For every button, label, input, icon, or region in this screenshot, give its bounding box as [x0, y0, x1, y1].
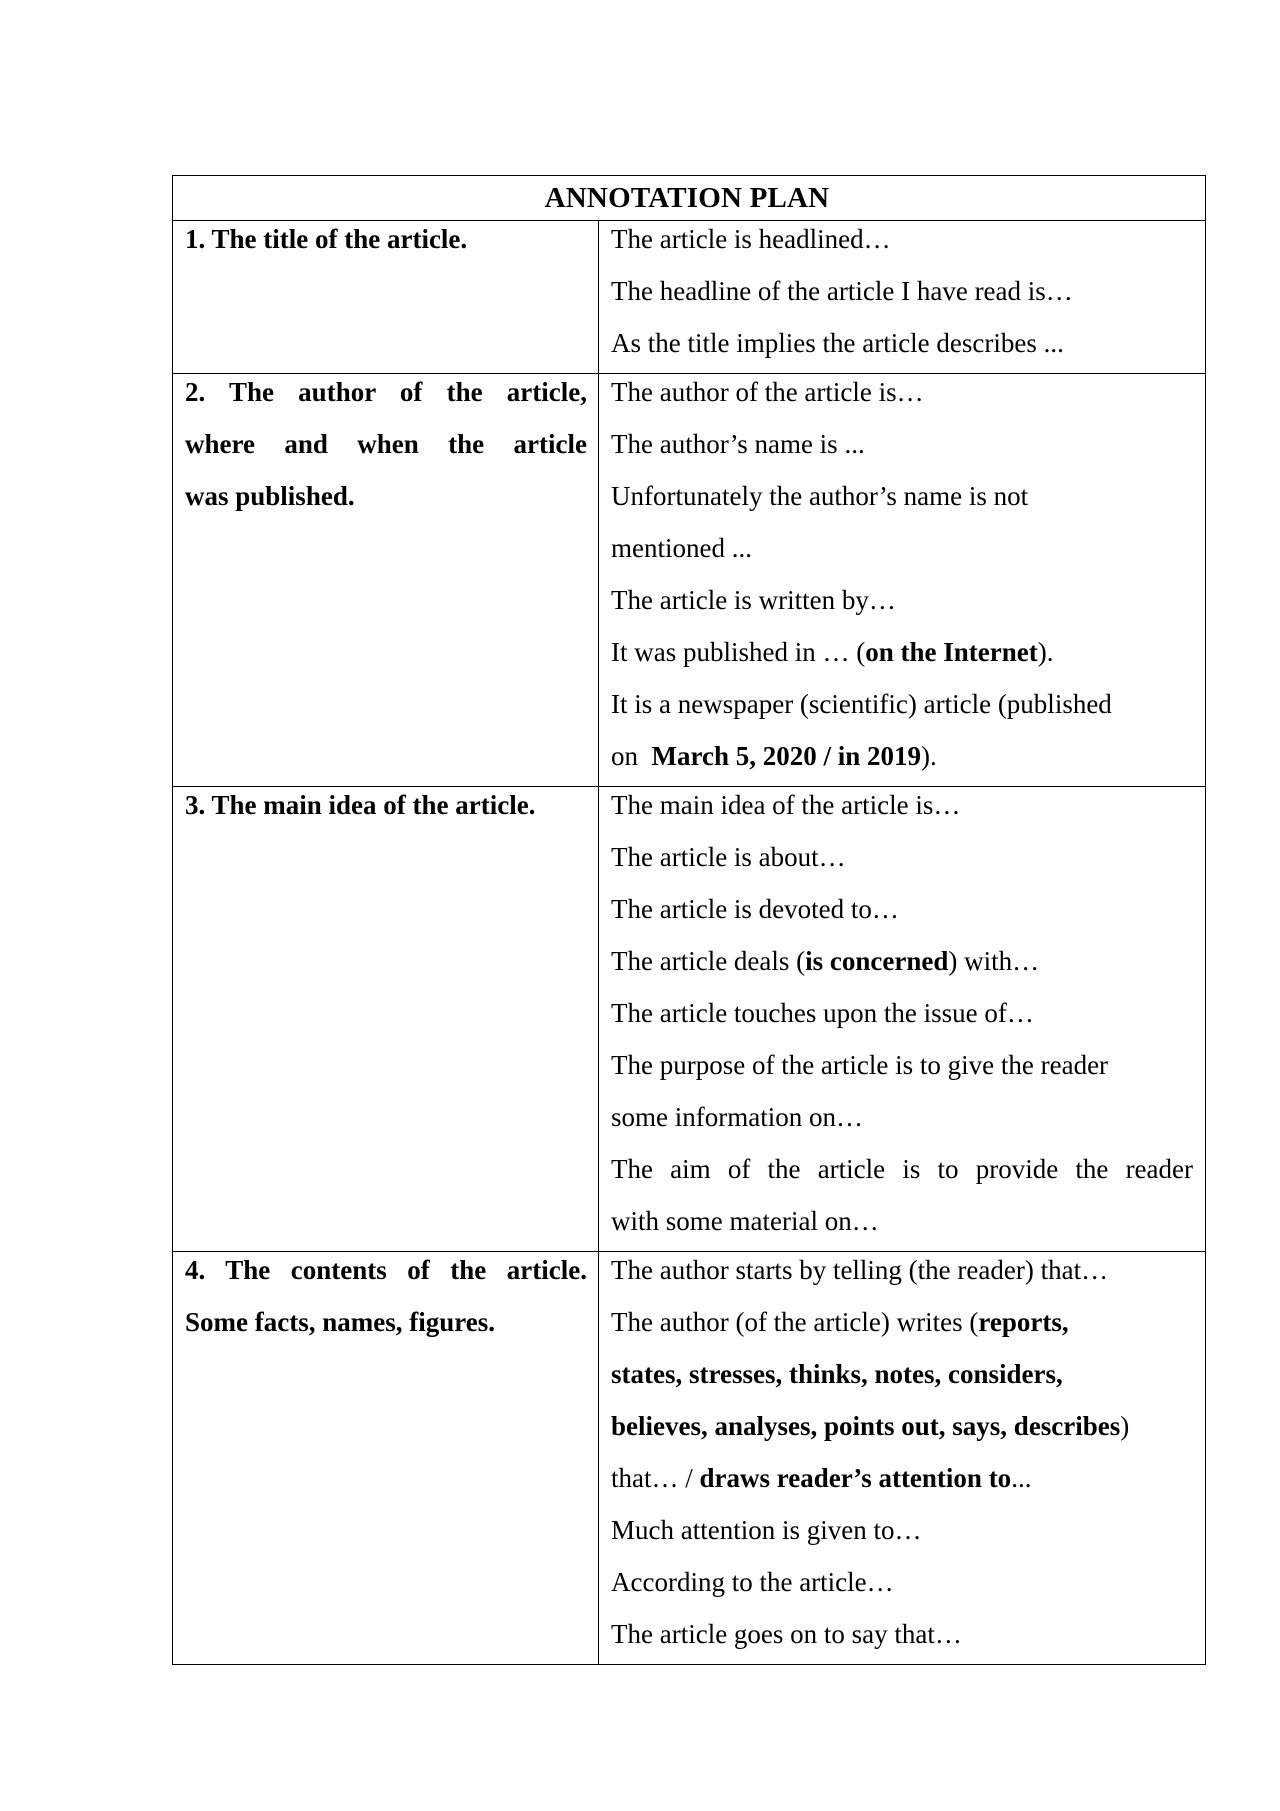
phrase-line: on March 5, 2020 / in 2019).: [611, 741, 937, 771]
phrase-line: The article goes on to say that…: [611, 1619, 962, 1649]
phrases-cell: [599, 1252, 1206, 1665]
row-heading: 1. The title of the article.: [185, 224, 468, 254]
row-heading-line: 4. The contents of the article.: [185, 1255, 587, 1285]
phrase-line: states, stresses, thinks, notes, considers,: [611, 1359, 1063, 1389]
phrase-line: The author’s name is ...: [611, 429, 865, 459]
row-heading-cell: [173, 1252, 599, 1665]
row-heading: 3. The main idea of the article.: [185, 790, 536, 820]
phrase-line: According to the article…: [611, 1567, 894, 1597]
phrase-line: with some material on…: [611, 1206, 879, 1236]
phrase-line: Unfortunately the author’s name is not: [611, 481, 1029, 511]
table-row: [173, 221, 1206, 374]
row-heading-cell: [173, 374, 599, 787]
phrase-line: The headline of the article I have read is…: [611, 276, 1073, 306]
table-row: [173, 1252, 1206, 1665]
phrase-line: It was published in … (on the Internet).: [611, 637, 1054, 667]
phrase-line: The main idea of the article is…: [611, 790, 961, 820]
phrase-line: The article touches upon the issue of…: [611, 998, 1034, 1028]
phrase-line: The article is written by…: [611, 585, 896, 615]
row-heading-cell: [173, 221, 599, 374]
phrase-line: The author of the article is…: [611, 377, 924, 407]
row-heading-line: was published.: [185, 481, 355, 511]
phrase-line: The article is headlined…: [611, 224, 891, 254]
phrase-line: It is a newspaper (scientific) article (published: [611, 689, 1112, 719]
phrase-line: believes, analyses, points out, says, describes): [611, 1411, 1130, 1441]
annotation-plan-table: [172, 175, 1206, 1665]
phrases-cell: [599, 221, 1206, 374]
table-row: [173, 374, 1206, 787]
phrase-line: The aim of the article is to provide the reader: [611, 1154, 1193, 1184]
phrase-line: some information on…: [611, 1102, 863, 1132]
row-heading-line: where and when the article: [185, 429, 587, 459]
table-title: ANNOTATION PLAN: [173, 176, 1206, 221]
phrase-line: As the title implies the article describes ...: [611, 328, 1064, 358]
phrase-line: Much attention is given to…: [611, 1515, 922, 1545]
row-heading-cell: [173, 787, 599, 1252]
phrase-line: that… / draws reader’s attention to...: [611, 1463, 1032, 1493]
row-heading-line: 2. The author of the article,: [185, 377, 587, 407]
phrase-line: The article is about…: [611, 842, 846, 872]
phrase-line: The article deals (is concerned) with…: [611, 946, 1040, 976]
phrase-line: The author starts by telling (the reader) that…: [611, 1255, 1109, 1285]
table-row: [173, 787, 1206, 1252]
phrase-line: The purpose of the article is to give the reader: [611, 1050, 1109, 1080]
phrases-cell: [599, 374, 1206, 787]
phrase-line: The author (of the article) writes (reports,: [611, 1307, 1069, 1337]
phrase-line: The article is devoted to…: [611, 894, 899, 924]
row-heading-line: Some facts, names, figures.: [185, 1307, 495, 1337]
phrase-line: mentioned ...: [611, 533, 752, 563]
phrases-cell: [599, 787, 1206, 1252]
